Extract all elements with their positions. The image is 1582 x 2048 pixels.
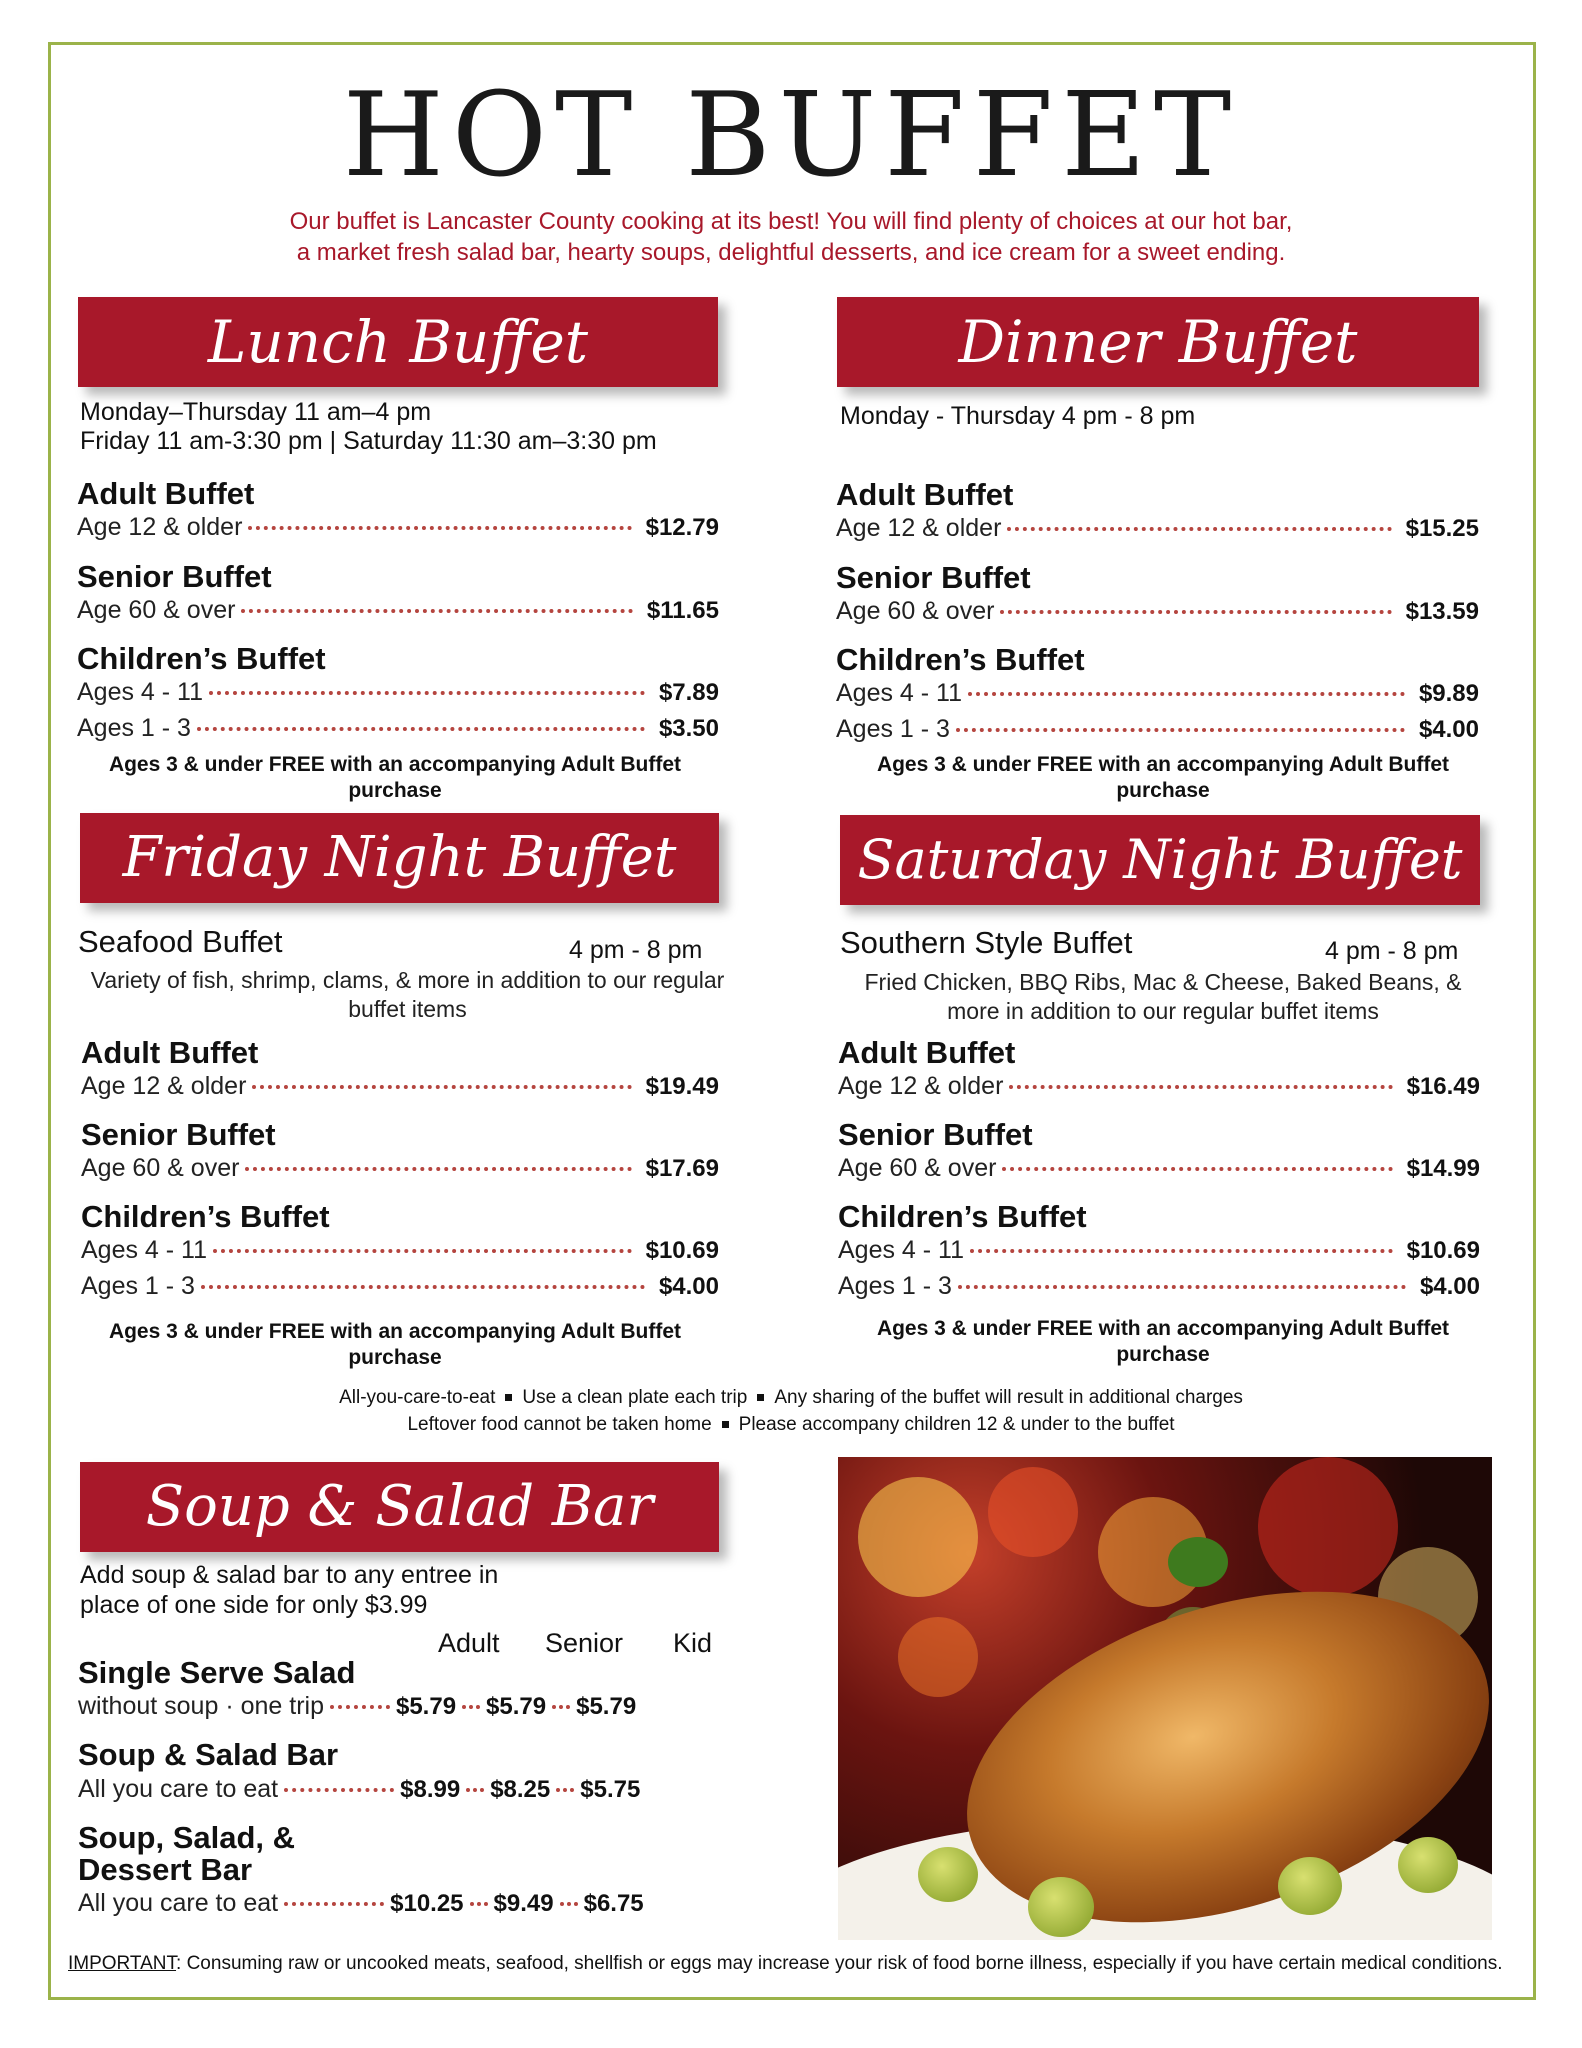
leader-dots bbox=[958, 1285, 1406, 1289]
friday-child1-price: $10.69 bbox=[645, 1237, 719, 1264]
page-title: HOT BUFFET bbox=[342, 68, 1240, 203]
lunch-senior-label: Age 60 & over bbox=[77, 596, 236, 624]
friday-child1-label: Ages 4 - 11 bbox=[81, 1236, 208, 1264]
saturday-banner: Saturday Night Buffet bbox=[840, 815, 1480, 905]
saturday-adult-price: $16.49 bbox=[1406, 1073, 1480, 1100]
roast-chicken-photo bbox=[838, 1457, 1492, 1940]
dinner-free-note: Ages 3 & under FREE with an accompanying Adult Buffet purchase bbox=[876, 753, 1450, 802]
lunch-free-note: Ages 3 & under FREE with an accompanying Adult Buffet purchase bbox=[108, 753, 682, 802]
lunch-child1-label: Ages 4 - 11 bbox=[77, 678, 204, 706]
leader-dots bbox=[1002, 1167, 1392, 1171]
salad-item1-senior: $5.79 bbox=[486, 1693, 547, 1720]
leader-dots bbox=[245, 1167, 631, 1171]
salad-item1-heading: Single Serve Salad bbox=[78, 1655, 356, 1690]
leader-dots bbox=[284, 1902, 384, 1906]
lunch-adult-price: $12.79 bbox=[645, 514, 719, 541]
friday-child2-row bbox=[81, 1272, 719, 1306]
leader-dots bbox=[330, 1705, 390, 1709]
saturday-description: Fried Chicken, BBQ Ribs, Mac & Cheese, Baked Beans, & more in addition to our regular buffet items bbox=[864, 969, 1462, 1024]
salad-item3-senior: $9.49 bbox=[493, 1890, 554, 1917]
dinner-child2-label: Ages 1 - 3 bbox=[836, 715, 950, 743]
leader-dots bbox=[970, 1249, 1393, 1253]
lunch-senior-row bbox=[77, 596, 719, 630]
dinner-senior-heading: Senior Buffet bbox=[836, 560, 1031, 595]
saturday-child2-row bbox=[838, 1272, 1480, 1306]
dinner-adult-price: $15.25 bbox=[1405, 515, 1479, 542]
leader-dots bbox=[284, 1788, 394, 1792]
lunch-adult-row bbox=[77, 513, 719, 547]
intro-line-2: a market fresh salad bar, hearty soups, delightful desserts, and ice cream for a sweet ending. bbox=[296, 239, 1286, 266]
lunch-hours-1: Monday–Thursday 11 am–4 pm bbox=[80, 398, 432, 426]
leader-dots bbox=[201, 1285, 645, 1289]
lunch-child2-price: $3.50 bbox=[658, 715, 719, 742]
saturday-senior-heading: Senior Buffet bbox=[838, 1117, 1033, 1152]
lunch-banner: Lunch Buffet bbox=[78, 297, 718, 387]
salad-banner: Soup & Salad Bar bbox=[80, 1462, 719, 1552]
salad-item3-heading-2: Dessert Bar bbox=[78, 1852, 253, 1887]
leader-dots bbox=[1007, 527, 1391, 531]
bokeh-light bbox=[858, 1477, 978, 1597]
salad-item1-row bbox=[78, 1692, 720, 1721]
friday-adult-price: $19.49 bbox=[645, 1073, 719, 1100]
friday-banner: Friday Night Buffet bbox=[80, 813, 719, 903]
saturday-child1-row bbox=[838, 1236, 1480, 1270]
saturday-child1-price: $10.69 bbox=[1406, 1237, 1480, 1264]
leader-dots bbox=[470, 1902, 488, 1906]
rules-line-2 bbox=[0, 1411, 1582, 1438]
rule-accompany-children: Please accompany children 12 & under to the buffet bbox=[738, 1414, 1175, 1435]
sprout bbox=[1398, 1837, 1458, 1893]
buffet-rules bbox=[0, 1384, 1582, 1438]
friday-children-heading: Children’s Buffet bbox=[81, 1199, 330, 1234]
salad-item2-adult: $8.99 bbox=[400, 1776, 461, 1803]
lunch-child1-row bbox=[77, 678, 719, 712]
salad-item3-heading-1: Soup, Salad, & bbox=[78, 1820, 296, 1855]
lunch-child2-row bbox=[77, 714, 719, 748]
dinner-adult-row bbox=[836, 514, 1479, 548]
rule-no-sharing: Any sharing of the buffet will result in additional charges bbox=[774, 1387, 1243, 1408]
saturday-child2-label: Ages 1 - 3 bbox=[838, 1272, 952, 1300]
salad-item2-row bbox=[78, 1775, 720, 1804]
herb-garnish bbox=[1168, 1537, 1228, 1587]
lunch-children-heading: Children’s Buffet bbox=[77, 641, 326, 676]
saturday-child1-label: Ages 4 - 11 bbox=[838, 1236, 965, 1264]
saturday-senior-row bbox=[838, 1154, 1480, 1188]
leader-dots bbox=[968, 692, 1405, 696]
bokeh-light bbox=[1258, 1457, 1398, 1597]
friday-senior-price: $17.69 bbox=[645, 1155, 719, 1182]
saturday-child2-price: $4.00 bbox=[1419, 1273, 1480, 1300]
dinner-child2-price: $4.00 bbox=[1418, 716, 1479, 743]
important-label: IMPORTANT bbox=[68, 1953, 177, 1974]
col-senior: Senior bbox=[545, 1628, 624, 1658]
sprout bbox=[1278, 1857, 1342, 1915]
friday-time: 4 pm - 8 pm bbox=[569, 936, 703, 964]
salad-intro-2: place of one side for only $3.99 bbox=[80, 1591, 428, 1619]
saturday-children-heading: Children’s Buffet bbox=[838, 1199, 1087, 1234]
col-adult: Adult bbox=[438, 1628, 500, 1658]
saturday-free-note: Ages 3 & under FREE with an accompanying Adult Buffet purchase bbox=[876, 1317, 1450, 1366]
saturday-adult-row bbox=[838, 1072, 1480, 1106]
dinner-senior-row bbox=[836, 597, 1479, 631]
leader-dots bbox=[462, 1705, 480, 1709]
salad-item1-kid: $5.79 bbox=[576, 1693, 637, 1720]
dinner-children-heading: Children’s Buffet bbox=[836, 642, 1085, 677]
saturday-adult-heading: Adult Buffet bbox=[838, 1035, 1016, 1070]
leader-dots bbox=[1000, 610, 1391, 614]
rule-clean-plate: Use a clean plate each trip bbox=[522, 1387, 748, 1408]
salad-item3-row bbox=[78, 1889, 720, 1918]
warning-text: : Consuming raw or uncooked meats, seafood, shellfish or eggs may increase your risk of food borne illness, especially if you have certain medical conditions. bbox=[176, 1953, 1503, 1974]
leader-dots bbox=[1009, 1085, 1392, 1089]
leader-dots bbox=[248, 526, 631, 530]
sprout bbox=[1028, 1877, 1094, 1937]
leader-dots bbox=[197, 727, 645, 731]
leader-dots bbox=[209, 691, 645, 695]
friday-child2-price: $4.00 bbox=[658, 1273, 719, 1300]
leader-dots bbox=[466, 1788, 484, 1792]
intro-line-1: Our buffet is Lancaster County cooking at its best! You will find plenty of choices at our hot bar, bbox=[289, 208, 1293, 235]
friday-child2-label: Ages 1 - 3 bbox=[81, 1272, 195, 1300]
dinner-child2-row bbox=[836, 715, 1479, 749]
lunch-hours-2: Friday 11 am-3:30 pm | Saturday 11:30 am–3:30 pm bbox=[80, 427, 657, 455]
salad-item3-adult: $10.25 bbox=[390, 1890, 464, 1917]
friday-senior-heading: Senior Buffet bbox=[81, 1117, 276, 1152]
dinner-adult-heading: Adult Buffet bbox=[836, 477, 1014, 512]
bullet-square-icon bbox=[757, 1394, 764, 1401]
saturday-time: 4 pm - 8 pm bbox=[1325, 937, 1459, 965]
friday-senior-row bbox=[81, 1154, 719, 1188]
bullet-square-icon bbox=[722, 1421, 729, 1428]
saturday-senior-label: Age 60 & over bbox=[838, 1154, 997, 1182]
dinner-child1-price: $9.89 bbox=[1418, 680, 1479, 707]
friday-adult-row bbox=[81, 1072, 719, 1106]
lunch-adult-label: Age 12 & older bbox=[77, 513, 243, 541]
leader-dots bbox=[252, 1085, 631, 1089]
lunch-child2-label: Ages 1 - 3 bbox=[77, 714, 191, 742]
leader-dots bbox=[560, 1902, 578, 1906]
salad-item1-adult: $5.79 bbox=[395, 1693, 457, 1720]
dinner-child1-label: Ages 4 - 11 bbox=[836, 679, 963, 707]
rule-all-you-care: All-you-care-to-eat bbox=[339, 1387, 496, 1408]
leader-dots bbox=[556, 1788, 574, 1792]
salad-item2-heading: Soup & Salad Bar bbox=[78, 1737, 339, 1772]
salad-item2-label: All you care to eat bbox=[78, 1775, 279, 1803]
lunch-adult-heading: Adult Buffet bbox=[77, 476, 255, 511]
friday-adult-label: Age 12 & older bbox=[81, 1072, 247, 1100]
salad-item1-label: without soup · one trip bbox=[78, 1692, 324, 1720]
saturday-adult-label: Age 12 & older bbox=[838, 1072, 1004, 1100]
bokeh-light bbox=[988, 1467, 1078, 1557]
dinner-child1-row bbox=[836, 679, 1479, 713]
dinner-senior-label: Age 60 & over bbox=[836, 597, 995, 625]
leader-dots bbox=[241, 609, 632, 613]
friday-child1-row bbox=[81, 1236, 719, 1270]
bullet-square-icon bbox=[505, 1394, 512, 1401]
rule-no-leftovers: Leftover food cannot be taken home bbox=[407, 1414, 712, 1435]
leader-dots bbox=[213, 1249, 632, 1253]
salad-item3-label: All you care to eat bbox=[78, 1889, 279, 1917]
bokeh-light bbox=[898, 1617, 978, 1697]
col-kid: Kid bbox=[673, 1628, 713, 1658]
dinner-banner: Dinner Buffet bbox=[837, 297, 1479, 387]
salad-item2-kid: $5.75 bbox=[580, 1776, 641, 1803]
friday-theme: Seafood Buffet bbox=[78, 924, 283, 959]
saturday-senior-price: $14.99 bbox=[1406, 1155, 1480, 1182]
salad-item3-kid: $6.75 bbox=[583, 1890, 644, 1917]
intro-text bbox=[0, 206, 1582, 268]
dinner-senior-price: $13.59 bbox=[1405, 598, 1479, 625]
sprout bbox=[918, 1847, 978, 1902]
leader-dots bbox=[956, 728, 1405, 732]
friday-description: Variety of fish, shrimp, clams, & more in addition to our regular buffet items bbox=[90, 967, 725, 1022]
salad-intro-1: Add soup & salad bar to any entree in bbox=[80, 1561, 499, 1589]
saturday-theme: Southern Style Buffet bbox=[840, 925, 1133, 960]
friday-free-note: Ages 3 & under FREE with an accompanying Adult Buffet purchase bbox=[108, 1320, 682, 1369]
lunch-child1-price: $7.89 bbox=[658, 679, 719, 706]
leader-dots bbox=[552, 1705, 570, 1709]
salad-item2-senior: $8.25 bbox=[490, 1776, 551, 1803]
allergy-warning bbox=[68, 1953, 1502, 1975]
lunch-senior-price: $11.65 bbox=[646, 597, 719, 624]
friday-adult-heading: Adult Buffet bbox=[81, 1035, 259, 1070]
lunch-senior-heading: Senior Buffet bbox=[77, 559, 272, 594]
rules-line-1 bbox=[0, 1384, 1582, 1411]
friday-senior-label: Age 60 & over bbox=[81, 1154, 240, 1182]
dinner-adult-label: Age 12 & older bbox=[836, 514, 1002, 542]
dinner-hours: Monday - Thursday 4 pm - 8 pm bbox=[840, 402, 1196, 430]
